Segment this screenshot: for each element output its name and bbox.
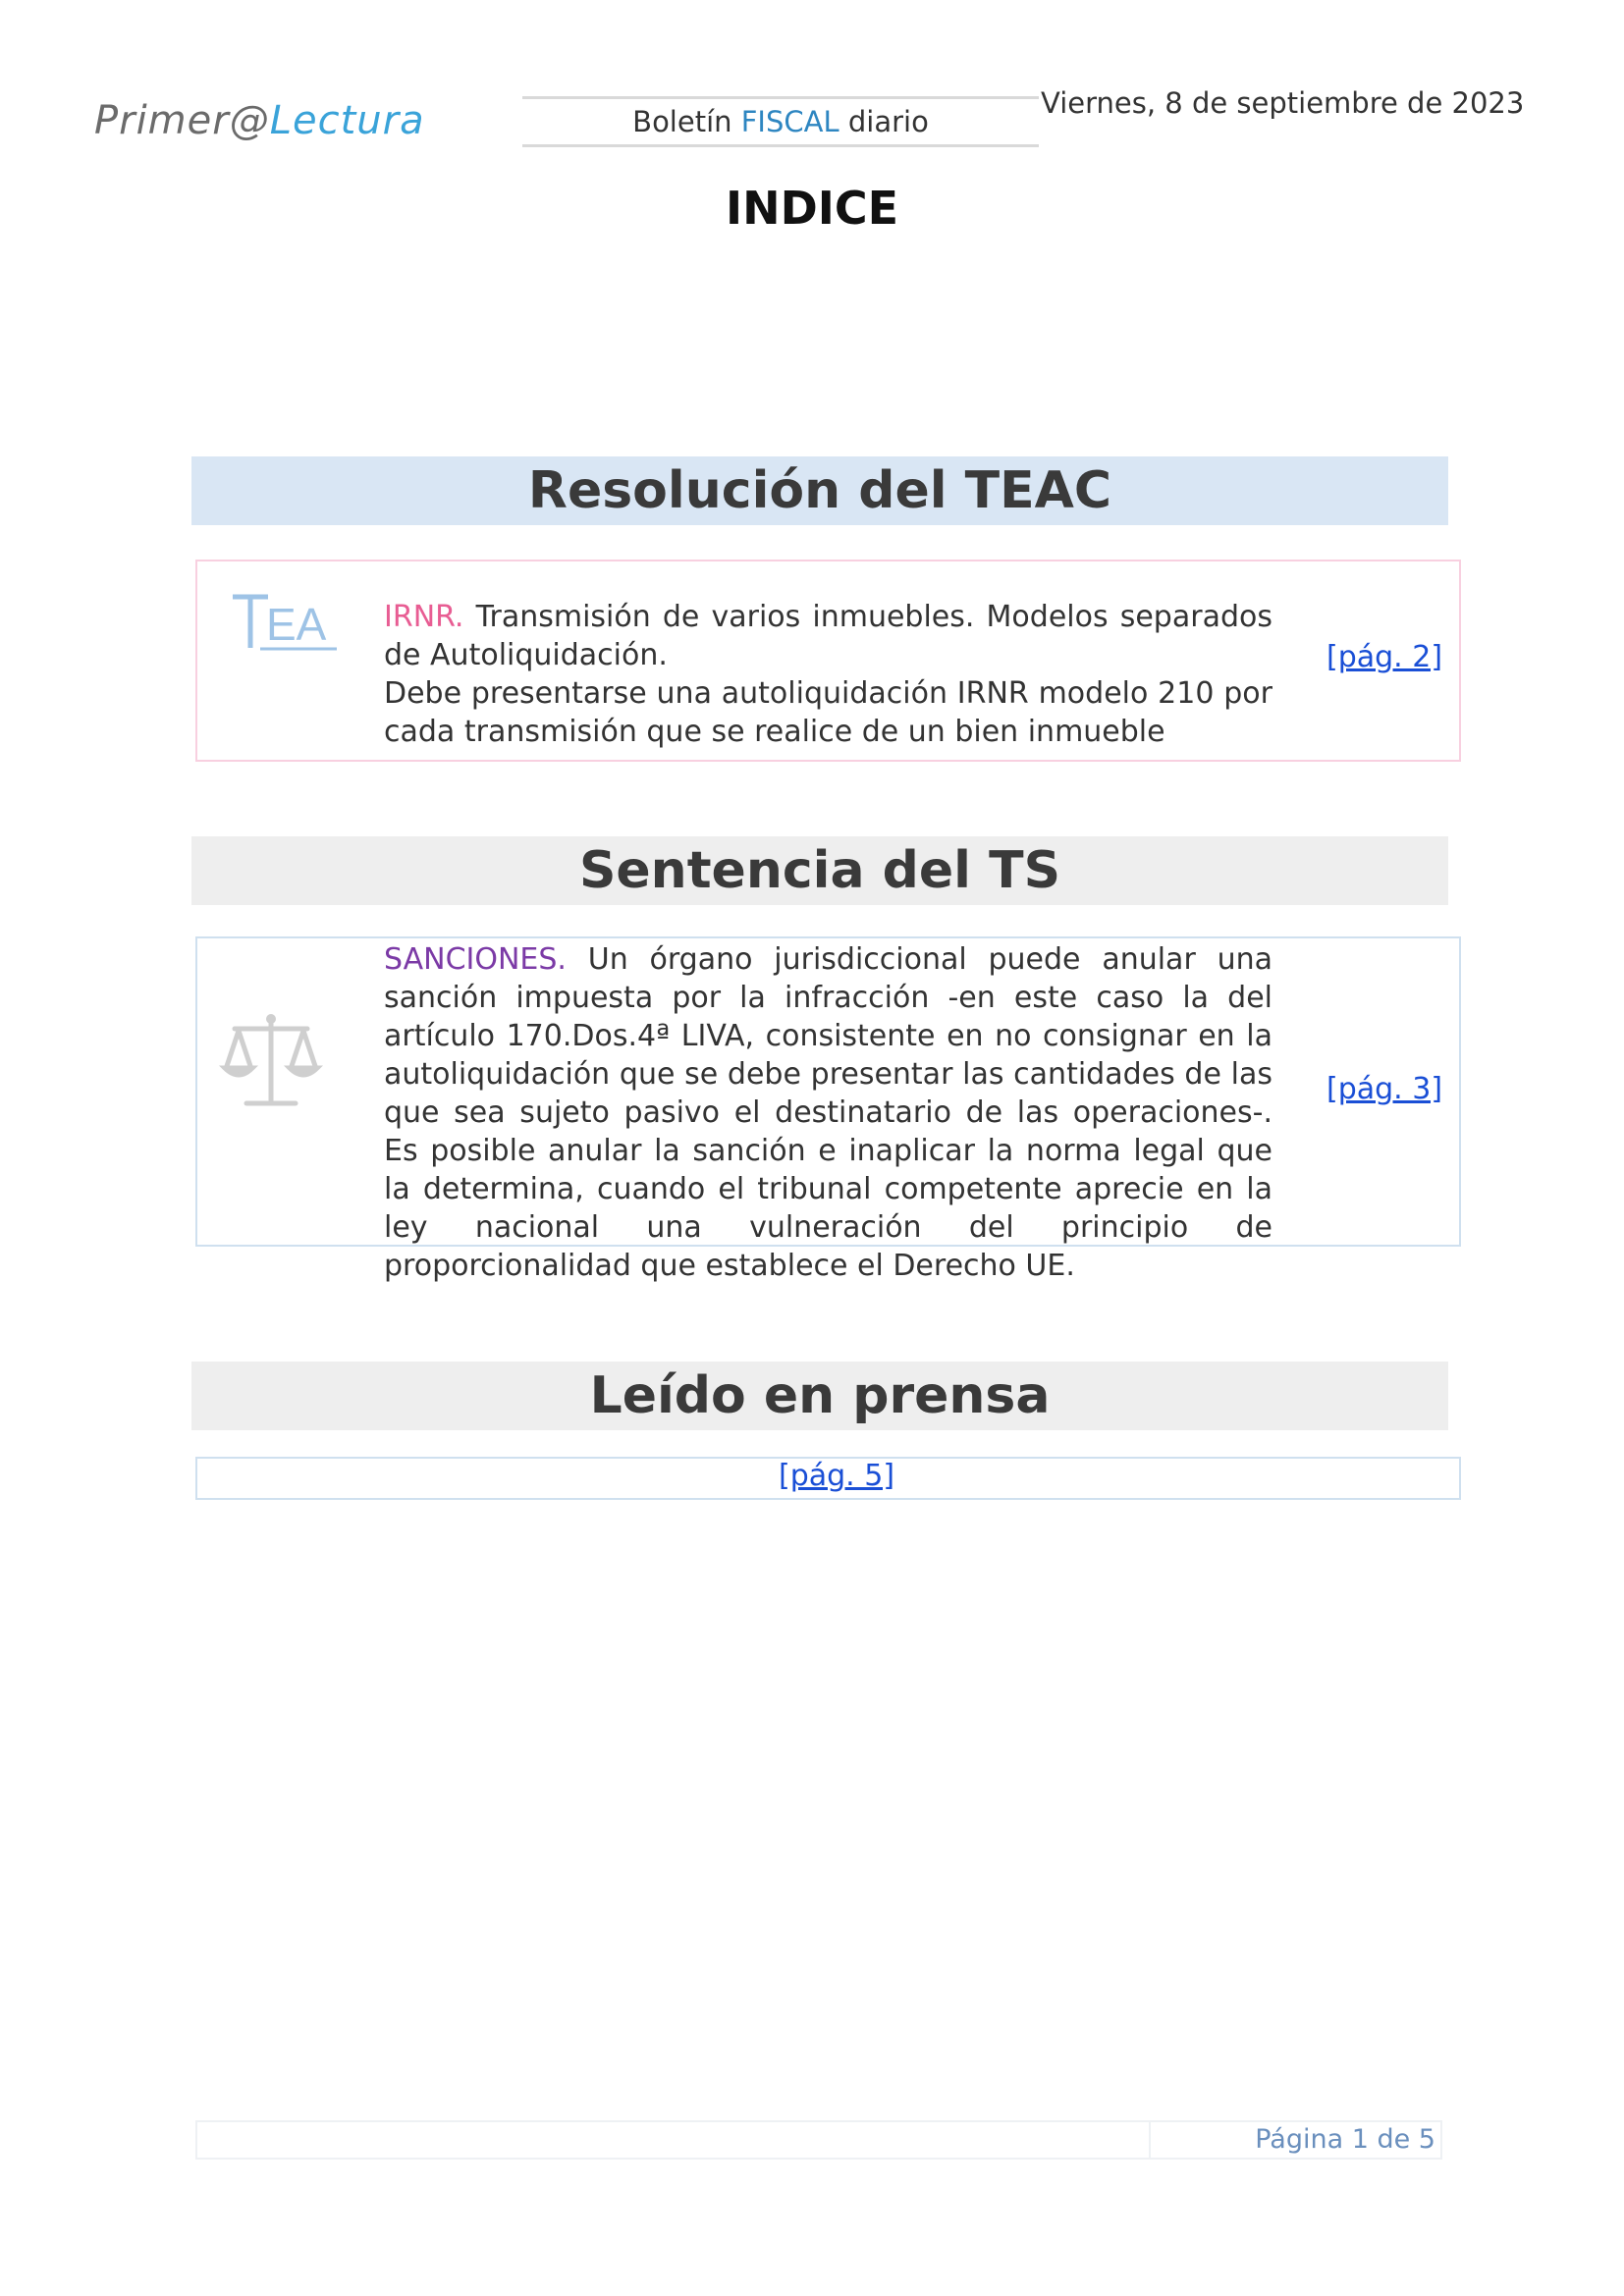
section-heading-prensa: Leído en prensa <box>191 1362 1448 1430</box>
page-number: Página 1 de 5 <box>1255 2124 1435 2155</box>
bulletin-pre: Boletín <box>632 105 732 138</box>
page-title: INDICE <box>725 182 899 235</box>
logo-part-1: Primer@ <box>94 98 270 143</box>
bulletin-post: diario <box>847 105 929 138</box>
teac-entry-card <box>195 560 1461 762</box>
tea-logo-icon <box>231 593 339 652</box>
ts-page-link[interactable]: [pág. 3] <box>1326 1072 1443 1106</box>
teac-page-link[interactable]: [pág. 2] <box>1326 640 1443 674</box>
svg-text:EA: EA <box>266 599 327 650</box>
ts-entry-summary: Un órgano jurisdiccional puede anular una sanción impuesta por la infracción -en este caso la del artículo 170.Dos.4ª LIVA, consistente en no consignar en la autoliquidación que se debe presentar las cantidades de las que sea sujeto pasivo el destinatario de las operaciones-. Es posible anular la sanción e inaplicar la norma legal que la determina, cuando el tribunal competente aprecie en la ley nacional una vulneración del principio de proporcionalidad que establece el Derecho UE. <box>384 942 1272 1283</box>
ts-entry-text <box>384 940 1272 1285</box>
scales-icon <box>217 1007 325 1115</box>
logo-part-2: Lectura <box>269 98 425 143</box>
section-heading-ts: Sentencia del TS <box>191 836 1448 905</box>
section-heading-teac: Resolución del TEAC <box>191 456 1448 525</box>
brand-logo <box>94 98 425 143</box>
teac-entry-text <box>384 598 1272 751</box>
bulletin-date: Viernes, 8 de septiembre de 2023 <box>1041 86 1525 120</box>
ts-entry-lead: SANCIONES. <box>384 942 567 977</box>
teac-entry-lead: IRNR. <box>384 600 464 634</box>
teac-entry-detail: Debe presentarse una autoliquidación IRNR modelo 210 por cada transmisión que se realice de un bien inmueble <box>384 676 1272 749</box>
prensa-entry-card <box>195 1457 1461 1500</box>
prensa-page-link[interactable]: [pág. 5] <box>779 1459 895 1493</box>
bulletin-title <box>522 96 1039 147</box>
bulletin-fiscal: FISCAL <box>740 105 839 138</box>
ts-entry-card <box>195 936 1461 1283</box>
teac-entry-summary: Transmisión de varios inmuebles. Modelos separados de Autoliquidación. <box>384 600 1272 672</box>
